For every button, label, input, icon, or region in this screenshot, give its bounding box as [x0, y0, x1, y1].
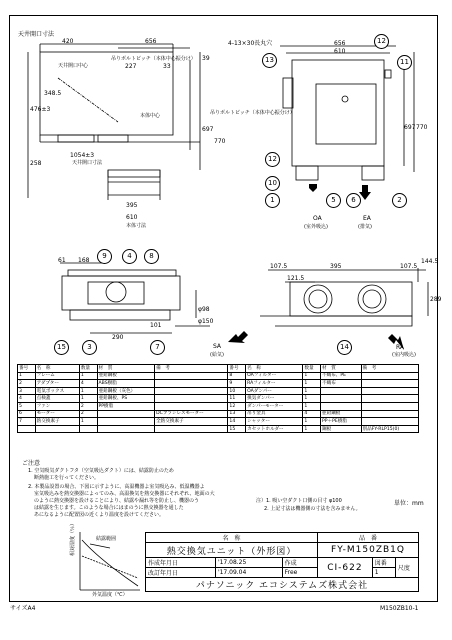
col-qty2: 数量 — [303, 365, 321, 373]
body-center-label: 本体中心 — [140, 113, 161, 119]
dim-290: 290 — [112, 334, 124, 341]
parts-cell-qty: 1 — [79, 372, 97, 380]
parts-cell-mat2 — [321, 387, 362, 395]
callout-8: 8 — [144, 249, 159, 264]
side-dim-697: 697 — [404, 124, 416, 131]
parts-cell-qty: 1 — [79, 418, 97, 426]
dim-395-front: 395 — [330, 263, 342, 270]
callout-10: 10 — [265, 176, 280, 191]
name-header: 名 称 — [146, 533, 318, 543]
parts-cell-mat — [97, 418, 155, 426]
parts-cell-rem: 全熱交換素子 — [155, 418, 228, 426]
dew-label: 結露範囲 — [96, 536, 117, 542]
note-line-4: 室気吸込みを熱交換器によってのみ、高温換気を熱交換器にそれぞれ、地面の大 — [34, 491, 215, 497]
col-qty: 数量 — [79, 365, 97, 373]
parts-cell-rem — [155, 372, 228, 380]
ea-sub-label: (排気) — [358, 224, 372, 230]
parts-cell-name2: ダンパーモーター — [246, 402, 303, 410]
notes-head: ご注意 — [22, 460, 41, 467]
dim-33: 33 — [163, 63, 171, 70]
parts-cell-name: モーター — [35, 410, 79, 418]
dim-348-5: 348.5 — [44, 90, 62, 97]
callout-1: 1 — [265, 193, 280, 208]
parts-cell-mat: 亜鉛鋼板、PS — [97, 395, 155, 403]
note-line-6: は結露を生じます。このような場合にはまのうに熱交換器を通した — [34, 505, 184, 511]
chart-x-label: 外気温度（℃） — [92, 592, 128, 598]
dim-39: 39 — [202, 55, 210, 62]
parts-cell-name: フレーム — [35, 372, 79, 380]
dim-227: 227 — [125, 63, 137, 70]
side-dim-656: 656 — [334, 40, 346, 47]
callout-6: 6 — [346, 193, 361, 208]
dim-168: 168 — [78, 257, 90, 264]
dim-476: 476±3 — [30, 106, 51, 113]
callout-5: 5 — [326, 193, 341, 208]
oa-sub-label: (室外吸込) — [304, 224, 328, 230]
dim-1054: 1054±3 — [70, 152, 95, 159]
parts-cell-name — [35, 425, 79, 433]
parts-cell-qty: 4 — [79, 380, 97, 388]
dim-395: 395 — [126, 202, 138, 209]
ra-sub-label: (室内吸込) — [392, 352, 416, 358]
col-material: 材 質 — [97, 365, 155, 373]
parts-cell-name2: カセットホルダー — [246, 425, 303, 433]
company-name: パナソニック エコシステムズ株式会社 — [146, 578, 419, 592]
dim-610: 610 — [126, 214, 138, 221]
dim-656: 656 — [145, 38, 157, 45]
parts-cell-no2: 12 — [228, 402, 246, 410]
parts-cell-no2: 10 — [228, 387, 246, 395]
hinban-header: 品 番 — [318, 533, 419, 543]
parts-cell-name: ファン — [35, 402, 79, 410]
parts-cell-qty2: 1 — [303, 425, 321, 433]
note-line-3: 2. 本製品設置の場合、下図に示すように、高温機器よ室気吸込み、低温機器よ — [28, 484, 205, 490]
parts-cell-rem2 — [361, 380, 418, 388]
parts-header-row — [18, 365, 419, 373]
unit-label: 単位：mm — [394, 500, 424, 507]
parts-cell-mat — [97, 410, 155, 418]
parts-cell-no2: 15 — [228, 425, 246, 433]
created-date: '17.08.25 — [215, 558, 282, 568]
revised-label: 改訂年月日 — [146, 568, 216, 578]
parts-cell-no: 5 — [18, 402, 36, 410]
parts-cell-qty: 2 — [79, 402, 97, 410]
parts-cell-no2: 14 — [228, 418, 246, 426]
parts-cell-mat2 — [321, 402, 362, 410]
callout-14: 14 — [337, 340, 352, 355]
title-block — [145, 532, 419, 592]
col-remarks: 備 考 — [155, 365, 228, 373]
callout-9: 9 — [97, 249, 112, 264]
parts-cell-mat: ABS樹脂 — [97, 380, 155, 388]
note-line-2: 断熱施工を行ってください。 — [34, 475, 100, 481]
parts-cell-mat2: 鋼板 — [321, 425, 362, 433]
parts-row — [18, 402, 419, 410]
parts-cell-name: 電気ボックス — [35, 387, 79, 395]
oa-label: OA — [313, 215, 322, 222]
col-no2: 番号 — [228, 365, 246, 373]
col-material2: 材 質 — [321, 365, 362, 373]
parts-cell-name: 熱交換素子 — [35, 418, 79, 426]
parts-cell-rem2 — [361, 402, 418, 410]
parts-cell-name2: OAフィルター — [246, 372, 303, 380]
ceiling-opening-label: 天井開口寸法 — [18, 31, 55, 38]
dim-770: 770 — [214, 138, 226, 145]
callout-12b: 12 — [265, 152, 280, 167]
right-note-1: 注）1. 吸い空ダクト口側の目寸 φ100 — [256, 498, 342, 504]
parts-row — [18, 418, 419, 426]
col-no: 番号 — [18, 365, 36, 373]
parts-cell-no2: 9 — [228, 380, 246, 388]
parts-cell-no2: 13 — [228, 410, 246, 418]
parts-cell-no2: 8 — [228, 372, 246, 380]
holes-label: 4-13×30長丸穴 — [228, 40, 273, 47]
scale-label: 尺度 — [395, 558, 418, 578]
callout-2: 2 — [392, 193, 407, 208]
dim-121-5: 121.5 — [287, 275, 305, 282]
parts-cell-name2: 換気ダンパー — [246, 395, 303, 403]
dim-289: 289 — [430, 296, 442, 303]
parts-cell-no: 7 — [18, 418, 36, 426]
parts-cell-mat: 亜鉛鋼板（灰色） — [97, 387, 155, 395]
created-by: 作成 — [282, 558, 317, 568]
parts-cell-rem — [155, 425, 228, 433]
sheet-no: 1 — [372, 568, 395, 578]
parts-cell-rem — [155, 380, 228, 388]
parts-table — [17, 364, 419, 433]
model-number: FY-M150ZB1Q — [318, 543, 419, 558]
sa-label: SA — [213, 343, 222, 350]
callout-7: 7 — [150, 340, 165, 355]
created-label: 作成年月日 — [146, 558, 216, 568]
parts-cell-mat2: 亜鉛鋼板 — [321, 410, 362, 418]
parts-cell-name: アダプター — [35, 380, 79, 388]
parts-cell-mat2 — [321, 395, 362, 403]
parts-cell-rem2 — [361, 410, 418, 418]
callout-15: 15 — [54, 340, 69, 355]
parts-cell-name2: 吊り金具 — [246, 410, 303, 418]
parts-cell-rem: DCブラシレスモーター — [155, 410, 228, 418]
parts-cell-no: 2 — [18, 380, 36, 388]
ceiling-opening2-label: 天井開口寸法 — [72, 160, 103, 166]
parts-cell-qty — [79, 425, 97, 433]
chart-y-label: 相対湿度（％） — [70, 520, 76, 556]
note-line-5: のように熱交換器を設けることにより、結露や漏れ等を防止し、機器のう — [34, 498, 200, 504]
bolt-pitch-label: 吊りボルトピッチ（本体中心振分け） — [111, 56, 196, 62]
parts-cell-qty: 2 — [79, 410, 97, 418]
parts-row — [18, 387, 419, 395]
parts-cell-qty2: 1 — [303, 402, 321, 410]
parts-cell-qty2: 1 — [303, 372, 321, 380]
parts-cell-mat2: PP＋PE樹脂 — [321, 418, 362, 426]
parts-row — [18, 380, 419, 388]
callout-11: 11 — [397, 55, 412, 70]
parts-cell-name: 点検蓋 — [35, 395, 79, 403]
col-name2: 名 称 — [246, 365, 303, 373]
callout-13: 13 — [262, 53, 277, 68]
body-dim-label: 本体寸法 — [126, 223, 147, 229]
paper-size: サイズA4 — [10, 605, 36, 612]
phi-98: φ98 — [198, 306, 210, 313]
note-line-1: 1. 空気吸気ダクトフタ（空気吸込ダクト）には、結露防止のため — [28, 468, 174, 474]
side-dim-610: 610 — [334, 48, 346, 55]
dim-101: 101 — [150, 322, 162, 329]
parts-cell-rem2 — [361, 387, 418, 395]
parts-cell-no2: 11 — [228, 395, 246, 403]
bolt-note-label: 吊りボルトピッチ（本体中心振分け） — [210, 110, 295, 116]
dim-107-5a: 107.5 — [270, 263, 288, 270]
parts-cell-name2: RAフィルター — [246, 380, 303, 388]
callout-3: 3 — [82, 340, 97, 355]
parts-cell-no — [18, 425, 36, 433]
ra-label: RA — [396, 344, 405, 351]
drawing-name: 熱交換気ユニット（外形図） — [146, 543, 318, 558]
drawing-no: CI-622 — [318, 558, 373, 578]
callout-12: 12 — [374, 34, 389, 49]
callout-4: 4 — [122, 249, 137, 264]
parts-cell-qty2: 4 — [303, 410, 321, 418]
parts-cell-mat2: 不織布、PE — [321, 372, 362, 380]
parts-cell-qty2: 1 — [303, 395, 321, 403]
parts-cell-qty2: 1 — [303, 418, 321, 426]
dim-107-5b: 107.5 — [400, 263, 418, 270]
parts-cell-mat: 亜鉛鋼板 — [97, 372, 155, 380]
parts-cell-no: 3 — [18, 387, 36, 395]
dim-61: 61 — [58, 257, 66, 264]
parts-cell-name2: OAダンパー — [246, 387, 303, 395]
col-name: 名 称 — [35, 365, 79, 373]
sa-sub-label: (給気) — [210, 352, 224, 358]
parts-cell-no: 6 — [18, 410, 36, 418]
note-line-7: あになるように配置図の近くより温度を設けてください。 — [34, 512, 165, 518]
dim-697: 697 — [202, 126, 214, 133]
parts-cell-qty2: 1 — [303, 387, 321, 395]
parts-row — [18, 395, 419, 403]
parts-cell-rem2: 別品FY-RLP15(0) — [361, 425, 418, 433]
col-remarks2: 備 考 — [361, 365, 418, 373]
parts-row — [18, 410, 419, 418]
parts-row — [18, 372, 419, 380]
dim-258: 258 — [30, 160, 42, 167]
parts-cell-no: 1 — [18, 372, 36, 380]
parts-cell-rem — [155, 402, 228, 410]
right-note-2: 2. 上記寸法は機器側の寸法を含みません。 — [264, 506, 361, 512]
parts-cell-mat2: 不織布 — [321, 380, 362, 388]
revised-date: '17.09.04 — [215, 568, 282, 578]
parts-cell-mat: PP樹脂 — [97, 402, 155, 410]
parts-cell-rem2 — [361, 395, 418, 403]
parts-cell-qty: 1 — [79, 395, 97, 403]
parts-cell-rem2 — [361, 372, 418, 380]
ceiling-center-label: 天井開口中心 — [58, 63, 89, 69]
drawing-code: M150ZB10-1 — [380, 605, 419, 612]
parts-row — [18, 425, 419, 433]
side-dim-770: 770 — [416, 124, 428, 131]
parts-cell-name2: シャッター — [246, 418, 303, 426]
parts-cell-no: 4 — [18, 395, 36, 403]
scale-value: Free — [282, 568, 317, 578]
sheet-label: 図番 — [372, 558, 395, 568]
dim-420: 420 — [62, 38, 74, 45]
parts-cell-rem2 — [361, 418, 418, 426]
parts-cell-mat — [97, 425, 155, 433]
parts-cell-qty: 1 — [79, 387, 97, 395]
parts-cell-rem — [155, 395, 228, 403]
ea-label: EA — [363, 215, 371, 222]
parts-cell-rem — [155, 387, 228, 395]
dim-144-5: 144.5 — [421, 258, 439, 265]
phi-150: φ150 — [198, 318, 214, 325]
parts-cell-qty2: 1 — [303, 380, 321, 388]
